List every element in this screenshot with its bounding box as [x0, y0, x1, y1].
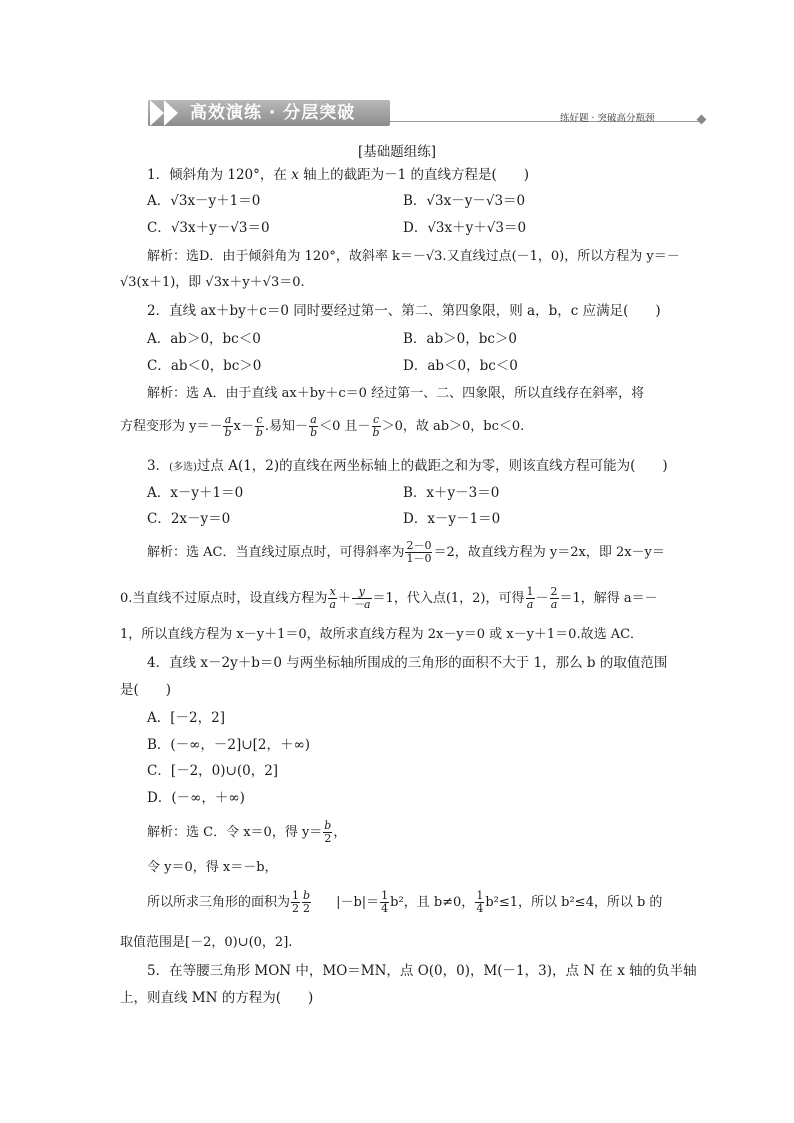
section-title: [基础题组练] — [357, 144, 437, 160]
q1-option-c: C．√3x＋y－√3＝0 — [147, 220, 270, 236]
denominator: b — [372, 426, 380, 439]
text: 0.当直线不过原点时，设直线方程为 — [120, 591, 328, 606]
question-5-stem-line2: 上，则直线 MN 的方程为( ) — [120, 990, 314, 1006]
question-3-stem — [147, 457, 668, 477]
fraction — [291, 890, 300, 915]
q3-option-c: C．2x－y＝0 — [147, 511, 231, 527]
header-chevron-icon — [150, 100, 164, 126]
diamond-icon — [697, 115, 707, 125]
fraction — [352, 586, 372, 611]
numerator: a — [310, 413, 317, 426]
denominator: 1－0 — [406, 552, 432, 565]
q2-option-b: B．ab＞0，bc＞0 — [403, 331, 517, 347]
fraction — [309, 414, 318, 439]
denominator: 4 — [476, 902, 484, 915]
text: 方程变形为 y＝－ — [120, 419, 223, 434]
fraction — [223, 414, 232, 439]
fraction — [372, 414, 381, 439]
text: 解析：选 AC．当直线过原点时，可得斜率为 — [147, 545, 405, 560]
q3-solution-line3: 1，所以直线方程为 x－y＋1＝0，故所求直线方程为 2x－y＝0 或 x－y＋1＝0.故选 AC． — [120, 627, 644, 642]
fraction — [550, 586, 559, 611]
q3-option-b: B．x＋y－3＝0 — [403, 485, 500, 501]
numerator: 1 — [526, 585, 534, 598]
text: b²，且 b≠0， — [390, 895, 475, 910]
q4-option-d: D．(－∞，＋∞) — [147, 790, 245, 806]
q1-solution-line1: 解析：选D．由于倾斜角为 120°，故斜率 k＝－√3.又直线过点(－1，0)，所以方程为 y＝－ — [147, 249, 680, 264]
denominator: －a — [352, 598, 371, 611]
q4-option-a: A．[－2，2] — [147, 710, 225, 726]
text: b²≤1，所以 b²≤4，所以 b 的 — [485, 895, 663, 910]
q2-solution-line1: 解析：选 A．由于直线 ax＋by＋c＝0 经过第一、二、四象限，所以直线存在斜率，将 — [147, 386, 645, 401]
q3-solution-line1 — [147, 540, 665, 566]
numerator: c — [372, 413, 380, 426]
header-subtitle: 练好题 · 突破高分瓶颈 — [560, 113, 655, 124]
multi-select-tag: (多选) — [169, 462, 197, 473]
question-1-stem — [147, 166, 529, 184]
header-rule — [390, 121, 702, 122]
numerator: 2 — [550, 585, 558, 598]
denominator: 2 — [303, 902, 311, 915]
q4-solution-line4: 取值范围是[－2，0)∪(0，2]. — [120, 935, 293, 950]
q4-option-c: C．[－2，0)∪(0，2] — [147, 763, 279, 779]
stem-text: 过点 A(1，2)的直线在两坐标轴上的截距之和为零，则该直线方程可能为( ) — [196, 458, 668, 474]
question-2-stem: 2．直线 ax＋by＋c＝0 同时要经过第一、第二、第四象限，则 a，b，c 应满足( ) — [147, 303, 661, 319]
fraction — [328, 586, 337, 611]
numerator: x — [329, 585, 336, 598]
numerator: b — [324, 819, 332, 832]
q4-option-b: B．(－∞，－2]∪[2，＋∞) — [147, 737, 310, 753]
fraction — [302, 890, 311, 915]
q4-solution-line1 — [147, 820, 346, 846]
fraction — [405, 540, 432, 565]
fraction — [380, 890, 389, 915]
text: 所以所求三角形的面积为 — [147, 895, 291, 910]
text: |－b|＝ — [336, 895, 380, 910]
header-title: 高效演练 · 分层突破 — [190, 103, 356, 123]
denominator: 4 — [381, 902, 389, 915]
q4-solution-line2: 令 y＝0，得 x＝－b， — [147, 860, 278, 875]
numerator: 1 — [292, 889, 300, 902]
q3-option-d: D．x－y－1＝0 — [403, 511, 501, 527]
denominator: b — [224, 426, 232, 439]
q2-solution-line2 — [120, 414, 524, 440]
question-4-stem-line1: 4．直线 x－2y＋b＝0 与两坐标轴所围成的三角形的面积不大于 1，那么 b 的取值范围 — [147, 655, 668, 671]
text: ＜0 且－ — [319, 419, 371, 434]
denominator: b — [310, 426, 318, 439]
numerator: a — [224, 413, 232, 426]
denominator: a — [550, 598, 558, 611]
q1-solution-line2: √3(x＋1)，即 √3x＋y＋√3＝0. — [120, 275, 305, 290]
text: ＞0，故 ab＞0，bc＜0. — [381, 419, 525, 434]
text: ＝1，代入点(1，2)，可得 — [372, 591, 525, 606]
text: ＝2，故直线方程为 y＝2x，即 2x－y＝ — [433, 545, 665, 560]
stem-text: 1．倾斜角为 120°，在 — [147, 167, 292, 183]
numerator: 1 — [476, 889, 484, 902]
text: 解析：选 C．令 x＝0，得 y＝ — [147, 825, 323, 840]
fraction — [323, 820, 332, 845]
stem-text: 轴上的截距为－1 的直线方程是( ) — [298, 167, 530, 183]
q2-option-a: A．ab＞0，bc＜0 — [147, 331, 261, 347]
fraction — [475, 890, 484, 915]
text: ＝1，解得 a＝－ — [559, 591, 658, 606]
text: .易知－ — [264, 419, 309, 434]
denominator: b — [255, 426, 263, 439]
question-5-stem-line1: 5．在等腰三角形 MON 中，MO＝MN，点 O(0，0)，M(－1，3)，点 N 在 x 轴的负半轴 — [147, 963, 697, 979]
q3-solution-line2: 0.当直线不过原点时，设直线方程为 $\frac{x}{a}$ ＋ $\frac{y}{-a}$ ＝1，代入点(1，2)，可得 $\frac{1}{a}$ － $\frac{2}{a}$ ＝1，解得 a＝－ — [120, 585, 658, 611]
numerator: c — [256, 413, 263, 426]
q4-solution-line3 — [147, 889, 662, 917]
denominator: a — [329, 598, 336, 611]
question-number: 3． — [147, 458, 170, 474]
denominator: 2 — [324, 832, 332, 845]
q2-option-d: D．ab＜0，bc＜0 — [403, 358, 518, 374]
header-chevron-icon — [164, 100, 178, 126]
question-4-stem-line2: 是( ) — [120, 682, 172, 698]
fraction — [526, 586, 535, 611]
q2-option-c: C．ab＜0，bc＞0 — [147, 358, 262, 374]
q1-option-b: B．√3x－y－√3＝0 — [403, 193, 526, 209]
text: ， — [333, 825, 347, 840]
numerator: y — [352, 586, 372, 599]
q1-option-a: A．√3x－y＋1＝0 — [147, 193, 261, 209]
numerator: 2－0 — [406, 539, 432, 552]
numerator: b — [303, 889, 311, 902]
q1-option-d: D．√3x＋y＋√3＝0 — [403, 220, 527, 236]
q3-option-a: A．x－y＋1＝0 — [147, 485, 244, 501]
fraction — [255, 414, 264, 439]
numerator: 1 — [381, 889, 389, 902]
text: x－ — [233, 419, 254, 434]
denominator: 2 — [292, 902, 300, 915]
denominator: a — [526, 598, 534, 611]
stem-var: x — [291, 167, 299, 183]
